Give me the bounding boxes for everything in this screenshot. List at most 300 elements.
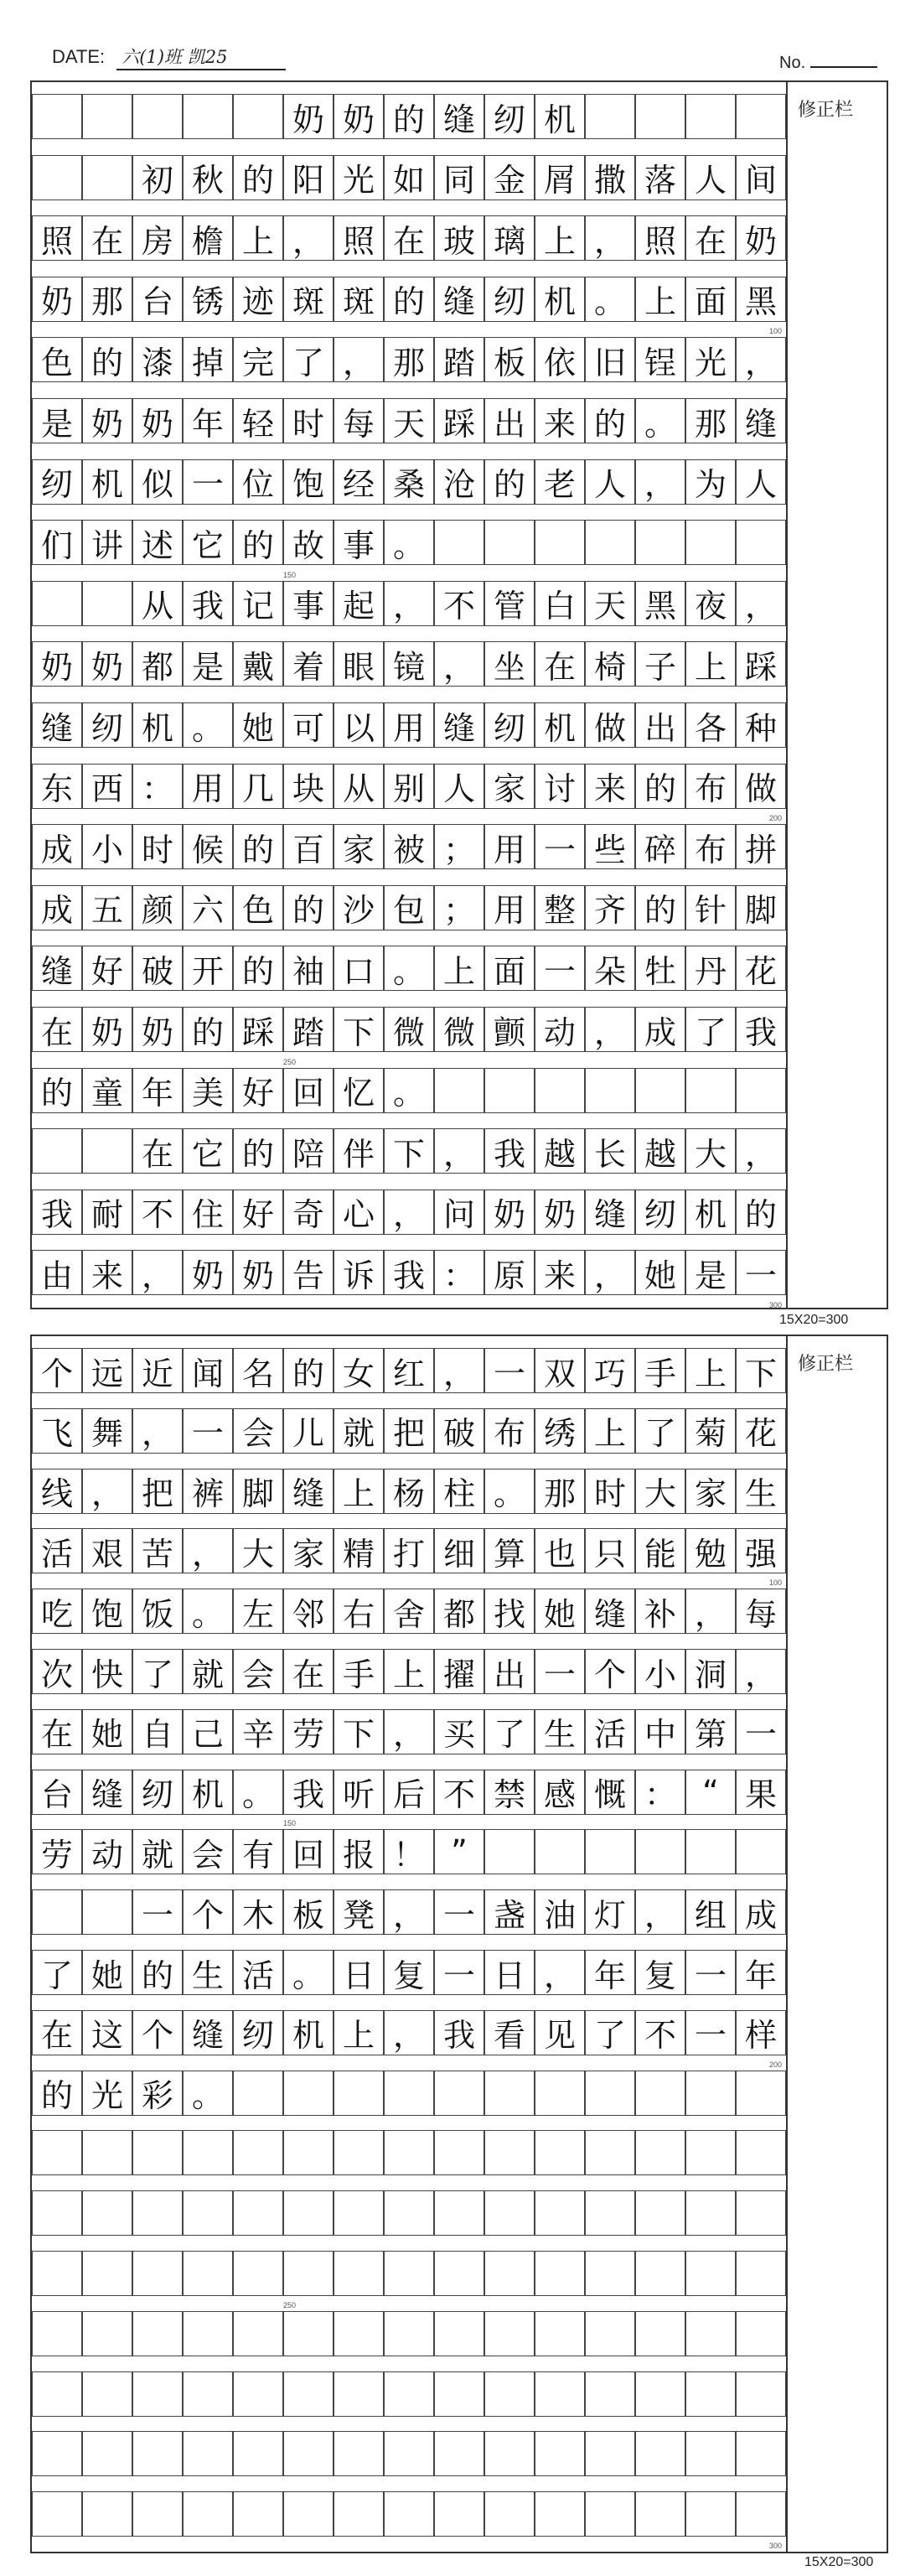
grid-row: [32, 1528, 786, 1573]
grid-cell: 。: [585, 277, 635, 322]
grid-cell: 微: [384, 1007, 434, 1052]
grid-cell: [736, 2491, 786, 2537]
grid-cell: 好: [233, 1190, 283, 1235]
grid-cell: 们: [32, 520, 82, 565]
grid-cell: 。: [183, 702, 233, 748]
grid-cell: [484, 2251, 535, 2296]
grid-cell: [434, 2371, 484, 2417]
grid-cell: [685, 2371, 736, 2417]
grid-cell: 精: [334, 1528, 384, 1573]
grid-cell: 上: [535, 215, 585, 261]
grid-cell: 是: [32, 398, 82, 443]
grid-cell: 活: [233, 1950, 283, 1995]
grid-cell: 果: [736, 1770, 786, 1815]
grid-cell: [334, 2311, 384, 2356]
grid-cell: 在: [384, 215, 434, 261]
grid-cell: [183, 94, 233, 139]
grid-cell: 开: [183, 946, 233, 991]
grid-row: [32, 1068, 786, 1113]
grid-cell: 依: [535, 337, 585, 382]
grid-cell: [685, 2311, 736, 2356]
grid-cell: 。: [384, 1068, 434, 1113]
grid-cell: 的: [132, 1950, 183, 1995]
grid-cell: 阳: [283, 155, 334, 200]
grid-cell: [334, 2491, 384, 2537]
grid-cell: 椅: [585, 641, 635, 687]
grid-cell: 纫: [484, 94, 535, 139]
grid-cell: [535, 2190, 585, 2236]
grid-cell: 百: [283, 824, 334, 869]
grid-cell: 缝: [183, 2010, 233, 2055]
grid-cell: 老: [535, 459, 585, 505]
header-date: [52, 44, 286, 70]
grid-cell: 人: [434, 764, 484, 809]
grid-cell: [32, 155, 82, 200]
grid-cell: [484, 2491, 535, 2537]
grid-cell: [32, 2491, 82, 2537]
grid-cell: [585, 2431, 635, 2476]
grid-cell: ，: [585, 1007, 635, 1052]
grid-cell: 近: [132, 1348, 183, 1393]
grid-cell: 上: [635, 277, 685, 322]
grid-cell: 成: [32, 824, 82, 869]
grid-cell: [434, 2190, 484, 2236]
grid-cell: [635, 94, 685, 139]
grid-cell: [635, 2251, 685, 2296]
grid-cell: 五: [82, 885, 132, 930]
grid-row: [32, 2130, 786, 2175]
grid-cell: 的: [484, 459, 535, 505]
grid-cell: [585, 1829, 635, 1874]
grid-cell: 做: [736, 764, 786, 809]
grid-cell: 述: [132, 520, 183, 565]
grid-cell: 在: [32, 2010, 82, 2055]
grid-cell: 机: [132, 702, 183, 748]
grid-cell: [635, 2311, 685, 2356]
grid-cell: 针: [685, 885, 736, 930]
grid-cell: 木: [233, 1889, 283, 1935]
grid-cell: 缝: [32, 946, 82, 991]
grid-cell: [535, 2491, 585, 2537]
grid-cell: 时: [132, 824, 183, 869]
grid-cell: 日: [334, 1950, 384, 1995]
grid-cell: [685, 2190, 736, 2236]
grid-cell: 斑: [334, 277, 384, 322]
grid-cell: [685, 520, 736, 565]
grid-cell: 年: [736, 1950, 786, 1995]
grid-row: [32, 2491, 786, 2537]
grid-cell: 完: [233, 337, 283, 382]
grid-cell: [635, 2491, 685, 2537]
grid-cell: [635, 2071, 685, 2116]
grid-cell: 右: [334, 1589, 384, 1634]
grid-cell: 的: [183, 1007, 233, 1052]
grid-cell: 位: [233, 459, 283, 505]
grid-cell: 慨: [585, 1770, 635, 1815]
grid-cell: [334, 2371, 384, 2417]
grid-cell: 沙: [334, 885, 384, 930]
grid-cell: 为: [685, 459, 736, 505]
grid-cell: 这: [82, 2010, 132, 2055]
grid-cell: 的: [233, 1128, 283, 1174]
grid-cell: 越: [535, 1128, 585, 1174]
grid-cell: 那: [535, 1469, 585, 1514]
grid-cell: [283, 2130, 334, 2175]
grid-cell: 一: [183, 1408, 233, 1454]
grid-cell: [233, 2190, 283, 2236]
grid-cell: 奶: [32, 641, 82, 687]
grid-cell: ，: [384, 1190, 434, 1235]
grid-cell: 花: [736, 946, 786, 991]
grid-cell: [183, 2491, 233, 2537]
grid-cell: 飞: [32, 1408, 82, 1454]
grid-cell: 牡: [635, 946, 685, 991]
grid-cell: 照: [32, 215, 82, 261]
grid-cell: “: [685, 1770, 736, 1815]
grid-cell: [233, 2071, 283, 2116]
grid-cell: [736, 2130, 786, 2175]
grid-cell: [585, 520, 635, 565]
grid-cell: 机: [535, 94, 585, 139]
grid-cell: 一: [535, 946, 585, 991]
grid-cell: 天: [384, 398, 434, 443]
grid-cell: [585, 1068, 635, 1113]
grid-cell: 事: [334, 520, 384, 565]
grid-cell: 似: [132, 459, 183, 505]
grid-cell: [736, 2251, 786, 2296]
date-label: DATE:: [52, 46, 106, 67]
grid-cell: 六: [183, 885, 233, 930]
grid-cell: 女: [334, 1348, 384, 1393]
grid-cell: [283, 2371, 334, 2417]
grid-cell: 个: [32, 1348, 82, 1393]
grid-cell: ，: [736, 1128, 786, 1174]
grid-cell: [334, 2431, 384, 2476]
grid-cell: 我: [32, 1190, 82, 1235]
grid-cell: 微: [434, 1007, 484, 1052]
grid-cell: 光: [334, 155, 384, 200]
grid-cell: 轻: [233, 398, 283, 443]
grid-cell: 不: [635, 2010, 685, 2055]
grid-cell: [233, 2130, 283, 2175]
grid-cell: 在: [283, 1649, 334, 1694]
grid-cell: 的: [384, 94, 434, 139]
grid-cell: [535, 1068, 585, 1113]
grid-cell: 花: [736, 1408, 786, 1454]
grid-cell: 成: [736, 1889, 786, 1935]
grid-cell: 纫: [32, 459, 82, 505]
grid-cell: 机: [685, 1190, 736, 1235]
grid-cell: 些: [585, 824, 635, 869]
grid-cell: 玻: [434, 215, 484, 261]
grid-cell: 是: [183, 641, 233, 687]
grid-cell: [283, 2311, 334, 2356]
grid-cell: 来: [82, 1250, 132, 1295]
grid-row: [32, 1709, 786, 1754]
grid-cell: 能: [635, 1528, 685, 1573]
grid-cell: 在: [535, 641, 585, 687]
grid-cell: 就: [334, 1408, 384, 1454]
grid-cell: 奶: [334, 94, 384, 139]
grid-cell: 复: [384, 1950, 434, 1995]
grid-cell: 饱: [283, 459, 334, 505]
grid-cell: 别: [384, 764, 434, 809]
composition-sheet-1: [30, 80, 888, 1309]
grid-cell: 大: [635, 1469, 685, 1514]
char-count-marker: 250: [283, 2300, 297, 2309]
grid-cell: 童: [82, 1068, 132, 1113]
grid-cell: [434, 2071, 484, 2116]
grid-cell: 年: [132, 1068, 183, 1113]
grid-cell: 的: [635, 885, 685, 930]
grid-cell: 间: [736, 155, 786, 200]
grid-cell: 子: [635, 641, 685, 687]
grid-cell: 的: [32, 2071, 82, 2116]
grid-cell: 小: [635, 1649, 685, 1694]
grid-cell: 了: [283, 337, 334, 382]
grid-cell: [484, 2130, 535, 2175]
grid-cell: 人: [685, 155, 736, 200]
grid-cell: 斑: [283, 277, 334, 322]
grid-cell: 一: [685, 1950, 736, 1995]
grid-cell: 机: [535, 277, 585, 322]
grid-cell: 各: [685, 702, 736, 748]
grid-cell: 面: [685, 277, 736, 322]
grid-cell: [132, 2251, 183, 2296]
grid-cell: ，: [183, 1528, 233, 1573]
grid-cell: 生: [183, 1950, 233, 1995]
grid-cell: 用: [484, 885, 535, 930]
grid-cell: 禁: [484, 1770, 535, 1815]
grid-cell: ，: [736, 1649, 786, 1694]
grid-cell: 回: [283, 1068, 334, 1113]
grid-cell: 算: [484, 1528, 535, 1573]
grid-cell: [32, 2190, 82, 2236]
grid-cell: [635, 2130, 685, 2175]
grid-cell: 缝: [585, 1190, 635, 1235]
grid-cell: 个: [585, 1649, 635, 1694]
grid-cell: [535, 2130, 585, 2175]
grid-cell: [736, 520, 786, 565]
grid-cell: 秋: [183, 155, 233, 200]
grid-cell: [132, 2491, 183, 2537]
grid-cell: 上: [685, 641, 736, 687]
grid-row: [32, 1649, 786, 1694]
grid-cell: 讲: [82, 520, 132, 565]
grid-cell: 下: [334, 1709, 384, 1754]
grid-cell: 。: [384, 520, 434, 565]
grid-row: [32, 459, 786, 505]
grid-cell: 。: [384, 946, 434, 991]
grid-cell: 好: [233, 1068, 283, 1113]
correction-label-2: 修正栏: [798, 1354, 854, 1375]
grid-cell: 上: [334, 2010, 384, 2055]
grid-cell: 来: [535, 398, 585, 443]
grid-cell: 会: [183, 1829, 233, 1874]
grid-cell: 次: [32, 1649, 82, 1694]
grid-cell: 上: [334, 1469, 384, 1514]
grid-cell: [32, 94, 82, 139]
grid-cell: 杨: [384, 1469, 434, 1514]
grid-cell: 也: [535, 1528, 585, 1573]
grid-cell: 动: [82, 1829, 132, 1874]
grid-row: [32, 885, 786, 930]
grid-cell: [635, 2431, 685, 2476]
grid-cell: 事: [283, 581, 334, 626]
grid-cell: 日: [484, 1950, 535, 1995]
grid-cell: 辛: [233, 1709, 283, 1754]
grid-row: [32, 2071, 786, 2116]
grid-cell: [82, 2491, 132, 2537]
grid-row: [32, 946, 786, 991]
grid-cell: 耐: [82, 1190, 132, 1235]
grid-cell: 照: [635, 215, 685, 261]
grid-cell: 了: [685, 1007, 736, 1052]
grid-cell: 艰: [82, 1528, 132, 1573]
grid-cell: [82, 2311, 132, 2356]
char-count-marker: 250: [283, 1057, 297, 1066]
grid-cell: [685, 1829, 736, 1874]
grid-cell: 眼: [334, 641, 384, 687]
grid-cell: 板: [283, 1889, 334, 1935]
grid-cell: 破: [434, 1408, 484, 1454]
grid-cell: 吃: [32, 1589, 82, 1634]
grid-cell: 左: [233, 1589, 283, 1634]
grid-cell: 缝: [82, 1770, 132, 1815]
grid-cell: 来: [535, 1250, 585, 1295]
grid-cell: 告: [283, 1250, 334, 1295]
header-number: [779, 54, 877, 73]
grid-cell: 机: [283, 2010, 334, 2055]
grid-cell: 大: [685, 1128, 736, 1174]
grid-cell: [484, 1829, 535, 1874]
grid-cell: [384, 2431, 434, 2476]
grid-cell: 心: [334, 1190, 384, 1235]
grid-cell: [434, 2251, 484, 2296]
grid-cell: 红: [384, 1348, 434, 1393]
grid-cell: 她: [635, 1250, 685, 1295]
grid-cell: ，: [736, 581, 786, 626]
grid-cell: [484, 2190, 535, 2236]
grid-cell: [233, 2371, 283, 2417]
grid-cell: 奶: [82, 641, 132, 687]
grid-cell: 颜: [132, 885, 183, 930]
grid-cell: 邻: [283, 1589, 334, 1634]
grid-cell: 舍: [384, 1589, 434, 1634]
grid-cell: [183, 2371, 233, 2417]
grid-cell: [535, 520, 585, 565]
grid-cell: 后: [384, 1770, 434, 1815]
grid-cell: [685, 2130, 736, 2175]
grid-cell: [585, 2071, 635, 2116]
grid-cell: 一: [535, 1649, 585, 1694]
grid-cell: 有: [233, 1829, 283, 1874]
grid-cell: 陪: [283, 1128, 334, 1174]
grid-cell: ，: [635, 459, 685, 505]
grid-cell: 踩: [736, 641, 786, 687]
grid-cell: 了: [132, 1649, 183, 1694]
grid-cell: 讨: [535, 764, 585, 809]
grid-cell: 生: [535, 1709, 585, 1754]
grid-row: [32, 2010, 786, 2055]
grid-cell: ”: [434, 1829, 484, 1874]
grid-cell: [132, 2431, 183, 2476]
grid-cell: 奶: [82, 398, 132, 443]
grid-cell: 奶: [132, 1007, 183, 1052]
grid-cell: 我: [183, 581, 233, 626]
grid-cell: ，: [585, 1250, 635, 1295]
grid-cell: 几: [233, 764, 283, 809]
grid-cell: 缝: [736, 398, 786, 443]
grid-cell: 闻: [183, 1348, 233, 1393]
grid-cell: 色: [32, 337, 82, 382]
grid-cell: 纫: [484, 277, 535, 322]
grid-cell: 璃: [484, 215, 535, 261]
grid-cell: ：: [635, 1770, 685, 1815]
char-count-marker: 150: [283, 570, 297, 579]
grid-cell: [82, 155, 132, 200]
grid-cell: 候: [183, 824, 233, 869]
grid-cell: [736, 2371, 786, 2417]
grid-cell: [434, 520, 484, 565]
grid-cell: 下: [736, 1348, 786, 1393]
grid-cell: [585, 2311, 635, 2356]
grid-cell: [635, 2371, 685, 2417]
grid-cell: 我: [736, 1007, 786, 1052]
grid-cell: 经: [334, 459, 384, 505]
grid-cell: 的: [585, 398, 635, 443]
grid-cell: 在: [132, 1128, 183, 1174]
grid-cell: 舞: [82, 1408, 132, 1454]
grid-cell: 一: [685, 2010, 736, 2055]
grid-cell: 柱: [434, 1469, 484, 1514]
grid-cell: 下: [384, 1128, 434, 1174]
grid-cell: 纫: [635, 1190, 685, 1235]
grid-cell: 年: [585, 1950, 635, 1995]
grid-cell: 上: [384, 1649, 434, 1694]
grid-cell: [535, 2071, 585, 2116]
grid-cell: 光: [685, 337, 736, 382]
grid-cell: 成: [32, 885, 82, 930]
grid-cell: 纫: [484, 702, 535, 748]
correction-column-2: [786, 1336, 887, 2552]
grid-cell: 人: [736, 459, 786, 505]
grid-cell: 时: [585, 1469, 635, 1514]
grid-cell: 是: [685, 1250, 736, 1295]
grid-cell: ，: [434, 1128, 484, 1174]
grid-cell: 动: [535, 1007, 585, 1052]
grid-row: [32, 155, 786, 200]
grid-cell: 踩: [434, 398, 484, 443]
grid-cell: 机: [82, 459, 132, 505]
grid-cell: 一: [535, 824, 585, 869]
grid-cell: 同: [434, 155, 484, 200]
grid-cell: [183, 2190, 233, 2236]
grid-cell: [685, 2491, 736, 2537]
grid-row: [32, 824, 786, 869]
char-count-marker: 200: [769, 2060, 783, 2069]
grid-cell: 做: [585, 702, 635, 748]
grid-cell: [82, 1889, 132, 1935]
grid-cell: 可: [283, 702, 334, 748]
grid-cell: [32, 2251, 82, 2296]
grid-cell: [384, 2251, 434, 2296]
grid-cell: [32, 2431, 82, 2476]
grid-cell: [685, 2071, 736, 2116]
grid-cell: 种: [736, 702, 786, 748]
grid-cell: 奶: [132, 398, 183, 443]
grid-cell: [183, 2311, 233, 2356]
